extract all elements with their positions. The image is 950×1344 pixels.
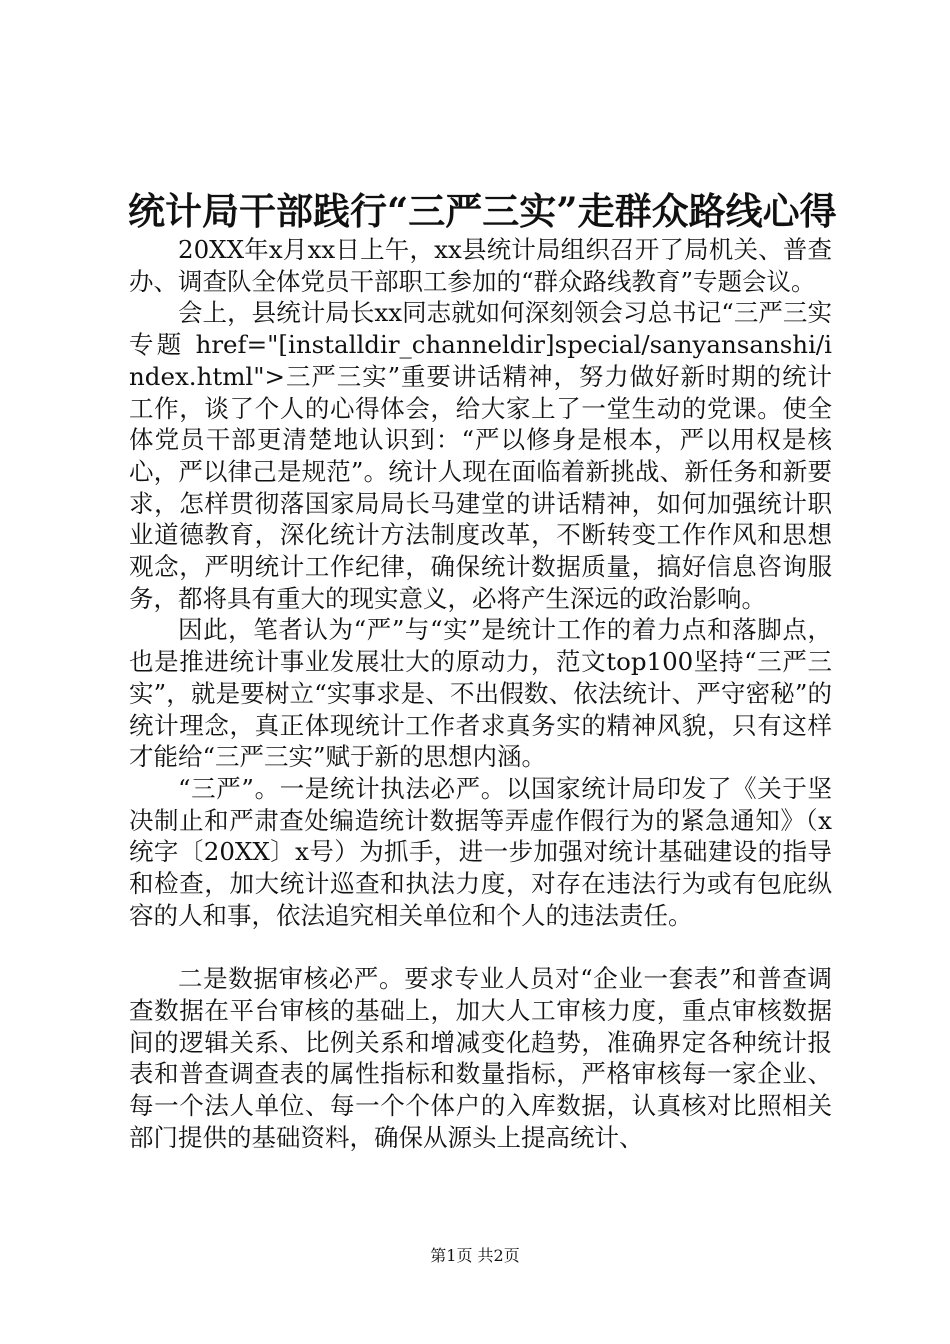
- paragraph-strict-enforcement: “三严”。一是统计执法必严。以国家统计局印发了《关于坚决制止和严肃查处编造统计数据等弄虚作假行为的紧急通知》（x统字〔20XX〕x号）为抓手，进一步加强对统计基础建设的指导和检查，加大统计巡查和执法力度，对存在违法行为或有包庇纵容的人和事，依法追究相关单位和个人的违法责任。: [129, 773, 832, 930]
- paragraph-data-review: 二是数据审核必严。要求专业人员对“企业一套表”和普查调查数据在平台审核的基础上，加大人工审核力度，重点审核数据间的逻辑关系、比例关系和增减变化趋势，准确界定各种统计报表和普查调查表的属性指标和数量指标，严格审核每一家企业、每一个法人单位、每一个个体户的入库数据，认真核对比照相关部门提供的基础资料，确保从源头上提高统计、: [129, 964, 832, 1152]
- paragraph-conclusion: 因此，笔者认为“严”与“实”是统计工作的着力点和落脚点，也是推进统计事业发展壮大的原动力，范文top100坚持“三严三实”，就是要树立“实事求是、不出假数、依法统计、严守密秘”的统计理念，真正体现统计工作者求真务实的精神风貌，只有这样才能给“三严三实”赋于新的思想内涵。: [129, 615, 832, 772]
- paragraph-meeting-intro: 20XX年x月xx日上午，xx县统计局组织召开了局机关、普查办、调查队全体党员干部职工参加的“群众路线教育”专题会议。: [129, 235, 832, 296]
- document-body: [129, 234, 832, 1153]
- page-footer: 第1页 共2页: [430, 1246, 520, 1265]
- paragraph-director-speech: 会上，县统计局长xx同志就如何深刻领会习总书记“三严三实专题 href="[installdir_channeldir]special/sanyansanshi/index.html">三严三实”重要讲话精神，努力做好新时期的统计工作，谈了个人的心得体会，给大家上了一堂生动的党课。使全体党员干部更清楚地认识到：“严以修身是根本，严以用权是核心，严以律己是规范”。统计人现在面临着新挑战、新任务和新要求，怎样贯彻落国家局局长马建堂的讲话精神，如何加强统计职业道德教育，深化统计方法制度改革，不断转变工作作风和思想观念，严明统计工作纪律，确保统计数据质量，搞好信息咨询服务，都将具有重大的现实意义，必将产生深远的政治影响。: [129, 298, 832, 613]
- document-title: 统计局干部践行“三严三实”走群众路线心得: [128, 189, 837, 233]
